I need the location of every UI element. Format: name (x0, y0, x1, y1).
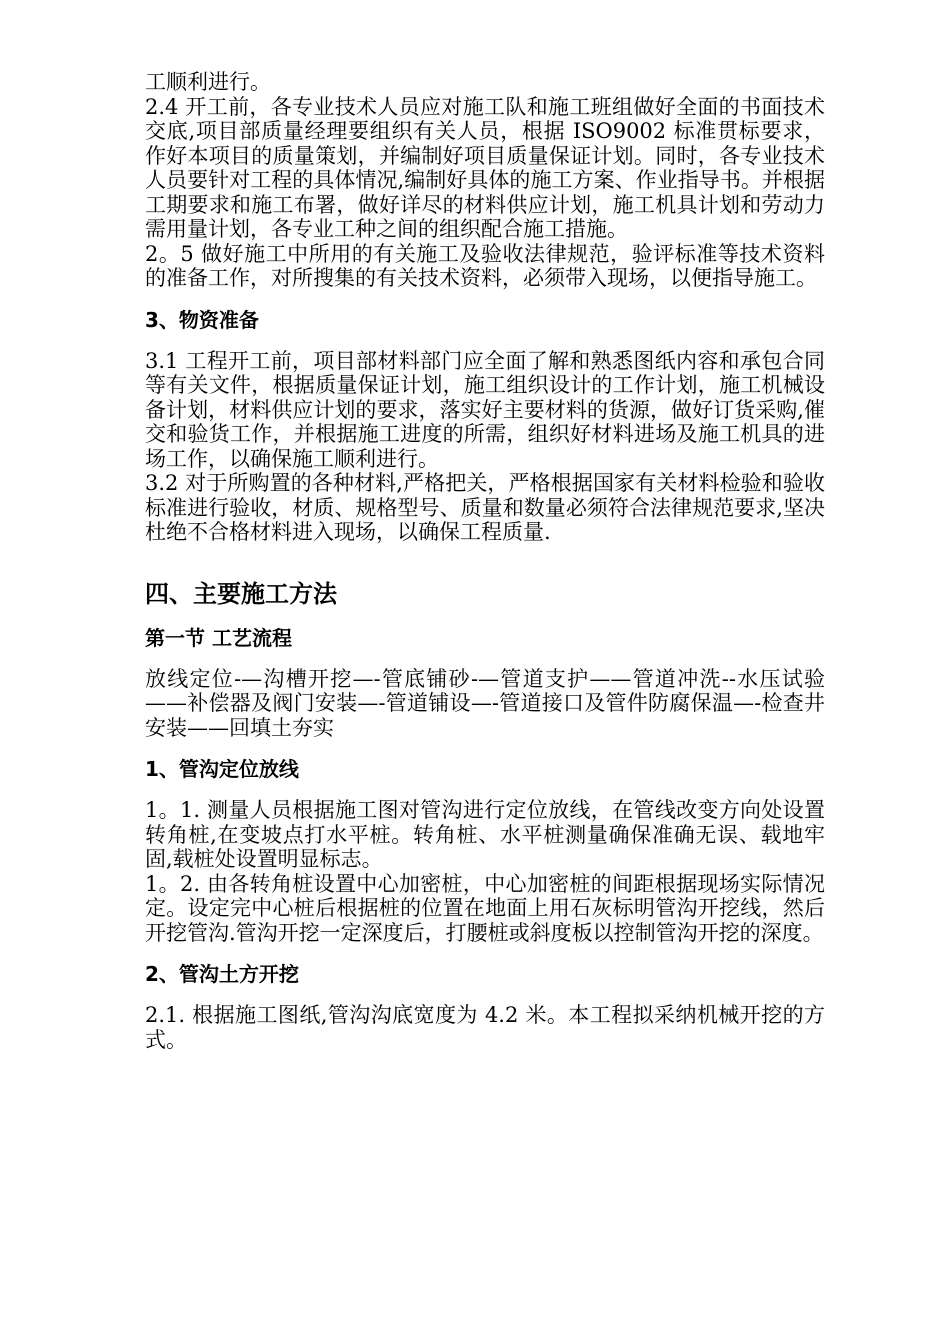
paragraph-3-2: 3.2 对于所购置的各种材料,严格把关，严格根据国家有关材料检验和验收标准进行验收，材质、规格型号、质量和数量必须符合法律规范要求,坚决杜绝不合格材料进入现场，以确保工程质量. (145, 471, 825, 544)
paragraph-1-2: 1。2. 由各转角桩设置中心加密桩，中心加密桩的间距根据现场实际情况定。设定完中心桩后根据桩的位置在地面上用石灰标明管沟开挖线，然后开挖管沟.管沟开挖一定深度后，打腰桩或斜度板以控制管沟开挖的深度。 (145, 871, 825, 945)
heading-trench-excavation: 2、管沟土方开挖 (145, 962, 299, 986)
heading-trench-positioning: 1、管沟定位放线 (145, 757, 299, 781)
document-body (145, 70, 825, 1052)
paragraph-2-4: 2.4 开工前，各专业技术人员应对施工队和施工班组做好全面的书面技术交底,项目部质量经理要组织有关人员，根据 ISO9002 标准贯标要求，作好本项目的质量策划，并编制好项目质量保证计划。同时，各专业技术人员要针对工程的具体情况,编制好具体的施工方案、作业指导书。并根据工期要求和施工布署，做好详尽的材料供应计划，施工机具计划和劳动力需用量计划，各专业工种之间的组织配合施工措施。 (145, 94, 825, 241)
paragraph-1-1: 1。1. 测量人员根据施工图对管沟进行定位放线，在管线改变方向处设置转角桩,在变坡点打水平桩。转角桩、水平桩测量确保准确无误、载地牢固,载桩处设置明显标志。 (145, 798, 825, 871)
paragraph-3-1: 3.1 工程开工前，项目部材料部门应全面了解和熟悉图纸内容和承包合同等有关文件，根据质量保证计划，施工组织设计的工作计划，施工机械设备计划，材料供应计划的要求，落实好主要材料的货源，做好订货采购,催交和验货工作，并根据施工进度的所需，组织好材料进场及施工机具的进场工作，以确保施工顺利进行。 (145, 348, 825, 471)
heading-section-1-process-flow: 第一节 工艺流程 (145, 625, 292, 650)
heading-main-construction-methods: 四、主要施工方法 (145, 579, 337, 608)
paragraph-2-5: 2。5 做好施工中所用的有关施工及验收法律规范，验评标准等技术资料的准备工作，对所搜集的有关技术资料，必须带入现场，以便指导施工。 (145, 241, 825, 290)
paragraph-continuation: 工顺利进行。 (145, 70, 271, 94)
heading-materials-preparation: 3、物资准备 (145, 307, 259, 332)
paragraph-2-1: 2.1. 根据施工图纸,管沟沟底宽度为 4.2 米。本工程拟采纳机械开挖的方式。 (145, 1003, 825, 1052)
paragraph-process-flow: 放线定位-—沟槽开挖—-管底铺砂-—管道支护——管道冲洗--水压试验——补偿器及阀门安装—-管道铺设—-管道接口及管件防腐保温—-检查井安装——回填土夯实 (145, 666, 825, 740)
